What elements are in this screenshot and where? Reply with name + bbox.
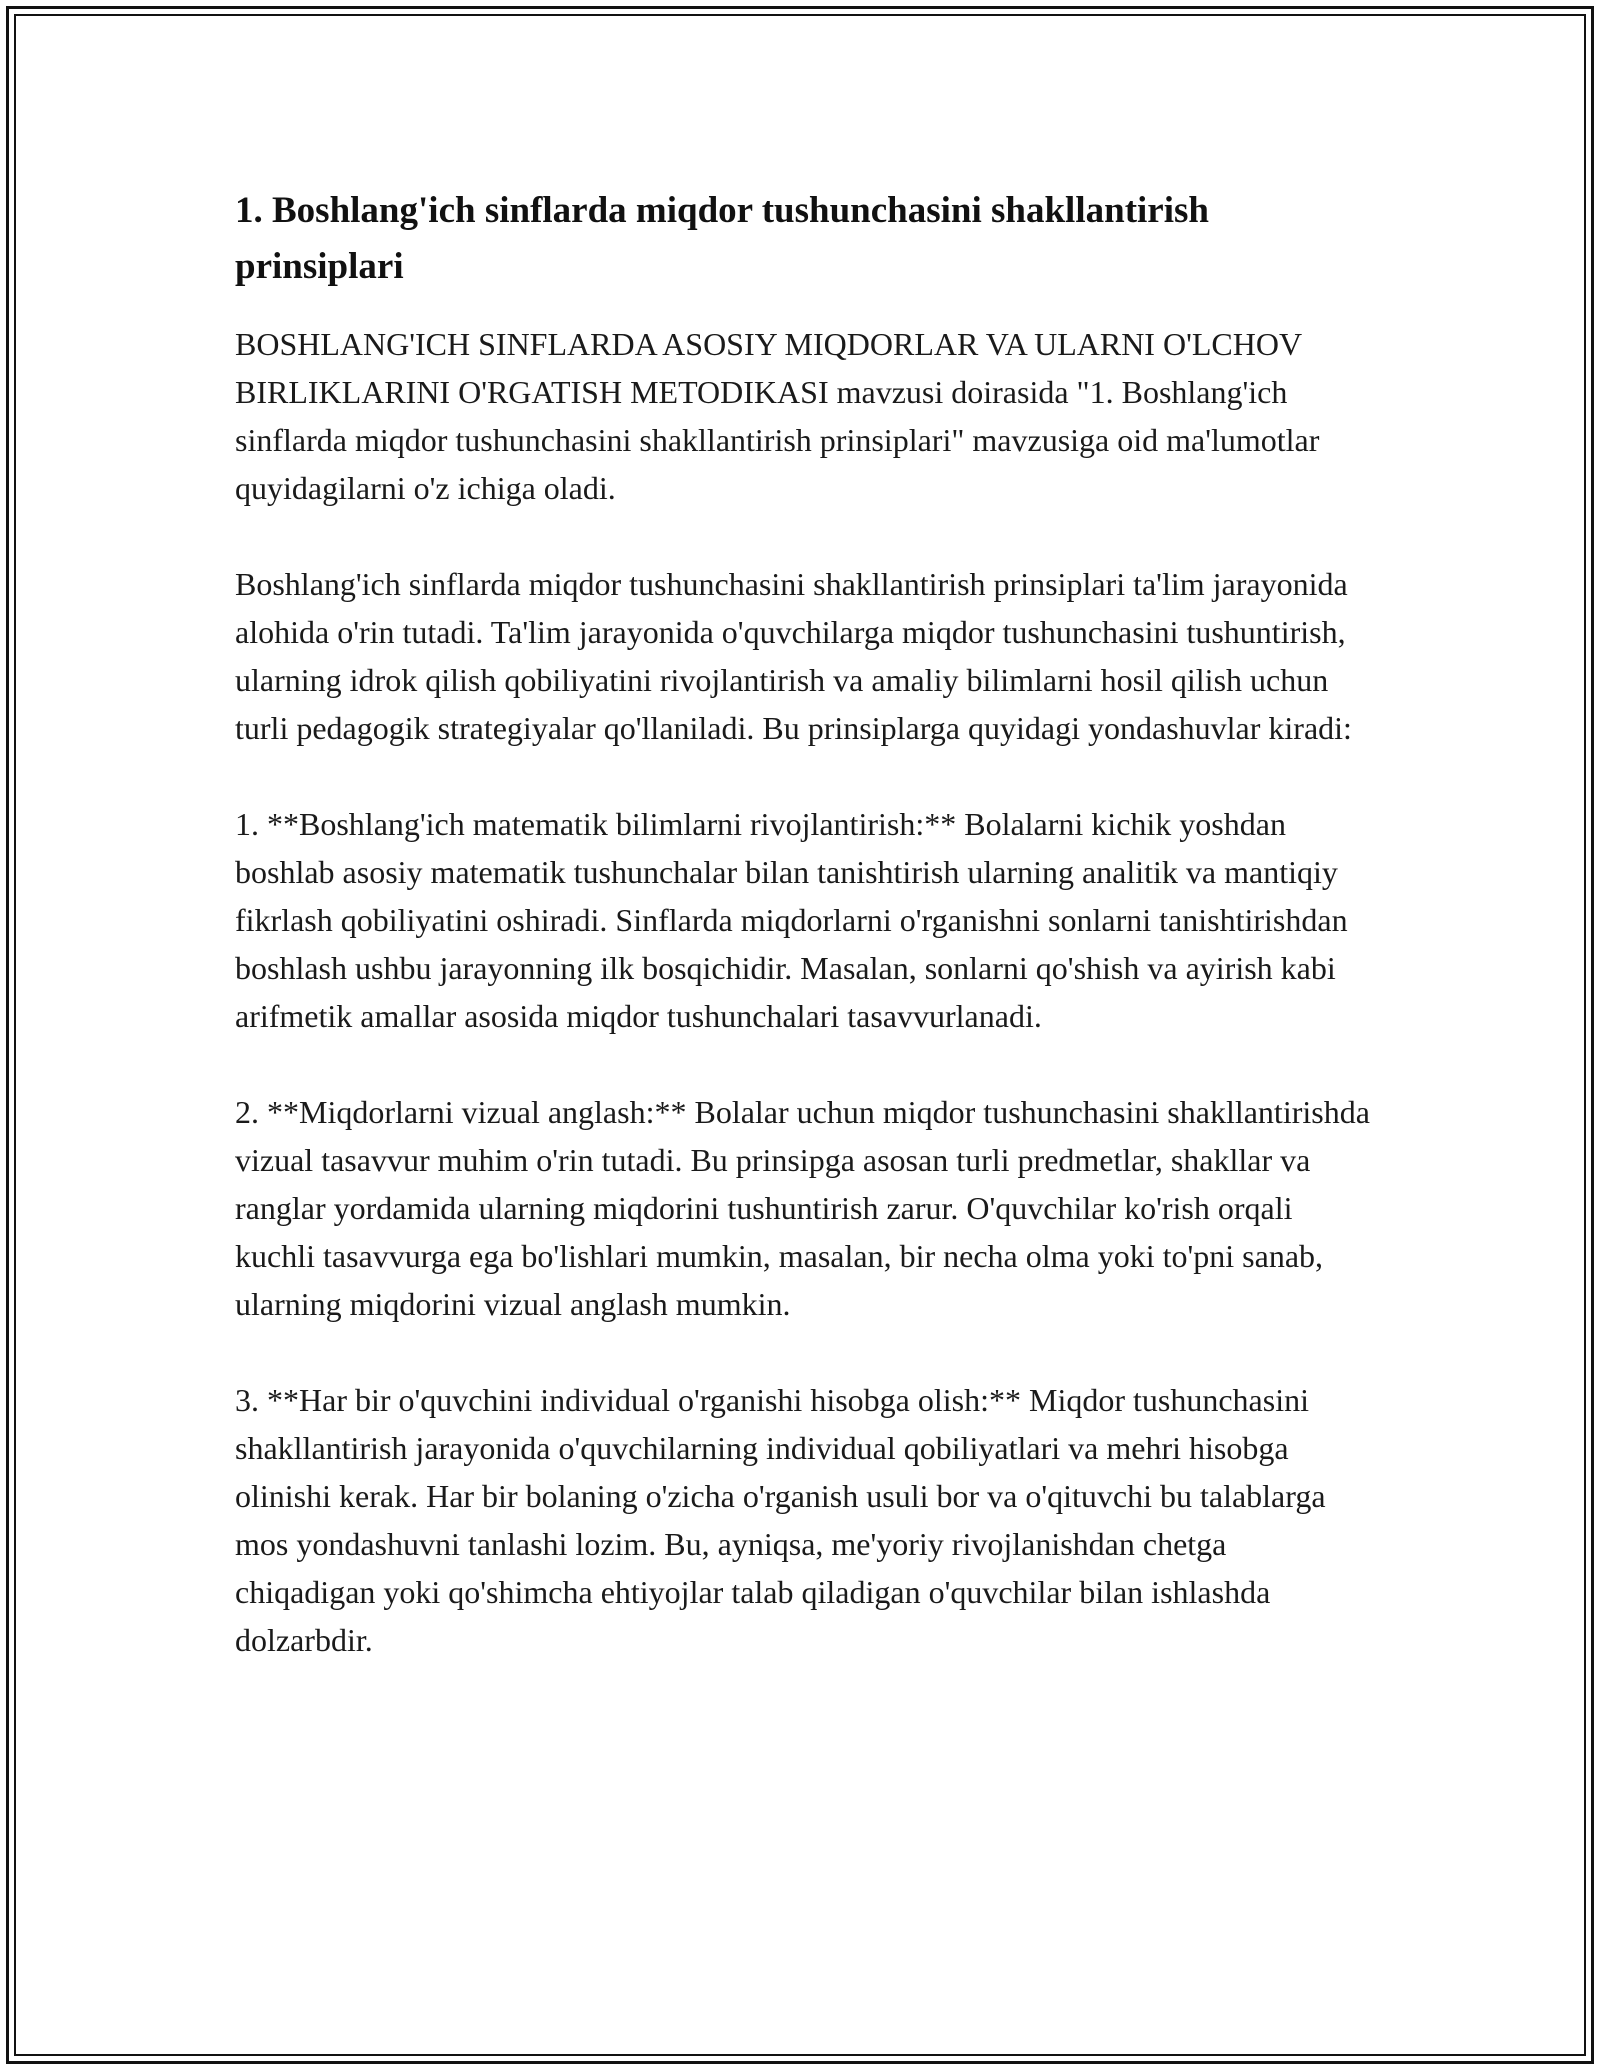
intro-paragraph: BOSHLANG'ICH SINFLARDA ASOSIY MIQDORLAR VA ULARNI O'LCHOV BIRLIKLARINI O'RGATISH METODIKASI mavzusi doirasida "1. Boshlang'ich sinflarda miqdor tushunchasini shakllantirish prinsiplari" mavzusiga oid ma'lumotlar quyidagilarni o'z ichiga oladi. bbox=[235, 326, 1320, 506]
overview-paragraph: Boshlang'ich sinflarda miqdor tushunchasini shakllantirish prinsiplari ta'lim jarayonida alohida o'rin tutadi. Ta'lim jarayonida o'quvchilarga miqdor tushunchasini tushuntirish, ularning idrok qilish qobiliyatini rivojlantirish va amaliy bilimlarni hosil qilish uchun turli pedagogik strategiyalar qo'llaniladi. Bu prinsiplarga quyidagi yondashuvlar kiradi: bbox=[235, 566, 1352, 746]
document-title: 1. Boshlang'ich sinflarda miqdor tushunchasini shakllantirish prinsiplari bbox=[235, 190, 1209, 287]
principle-3-paragraph: 3. **Har bir o'quvchini individual o'rganishi hisobga olish:** Miqdor tushunchasini shakllantirish jarayonida o'quvchilarning individual qobiliyatlari va mehri hisobga olinishi kerak. Har bir bolaning o'zicha o'rganish usuli bor va o'qituvchi bu talablarga mos yondashuvni tanlashi lozim. Bu, ayniqsa, me'yoriy rivojlanishdan chetga chiqadigan yoki qo'shimcha ehtiyojlar talab qiladigan o'quvchilar bilan ishlashda dolzarbdir. bbox=[235, 1382, 1326, 1658]
principle-1-paragraph: 1. **Boshlang'ich matematik bilimlarni rivojlantirish:** Bolalarni kichik yoshdan boshlab asosiy matematik tushunchalar bilan tanishtirish ularning analitik va mantiqiy fikrlash qobiliyatini oshiradi. Sinflarda miqdorlarni o'rganishni sonlarni tanishtirishdan boshlash ushbu jarayonning ilk bosqichidir. Masalan, sonlarni qo'shish va ayirish kabi arifmetik amallar asosida miqdor tushunchalari tasavvurlanadi. bbox=[235, 806, 1348, 1034]
document-body bbox=[235, 183, 1370, 1712]
principle-2-paragraph: 2. **Miqdorlarni vizual anglash:** Bolalar uchun miqdor tushunchasini shakllantirishda vizual tasavvur muhim o'rin tutadi. Bu prinsipga asosan turli predmetlar, shakllar va ranglar yordamida ularning miqdorini tushuntirish zarur. O'quvchilar ko'rish orqali kuchli tasavvurga ega bo'lishlari mumkin, masalan, bir necha olma yoki to'pni sanab, ularning miqdorini vizual anglash mumkin. bbox=[235, 1094, 1370, 1322]
